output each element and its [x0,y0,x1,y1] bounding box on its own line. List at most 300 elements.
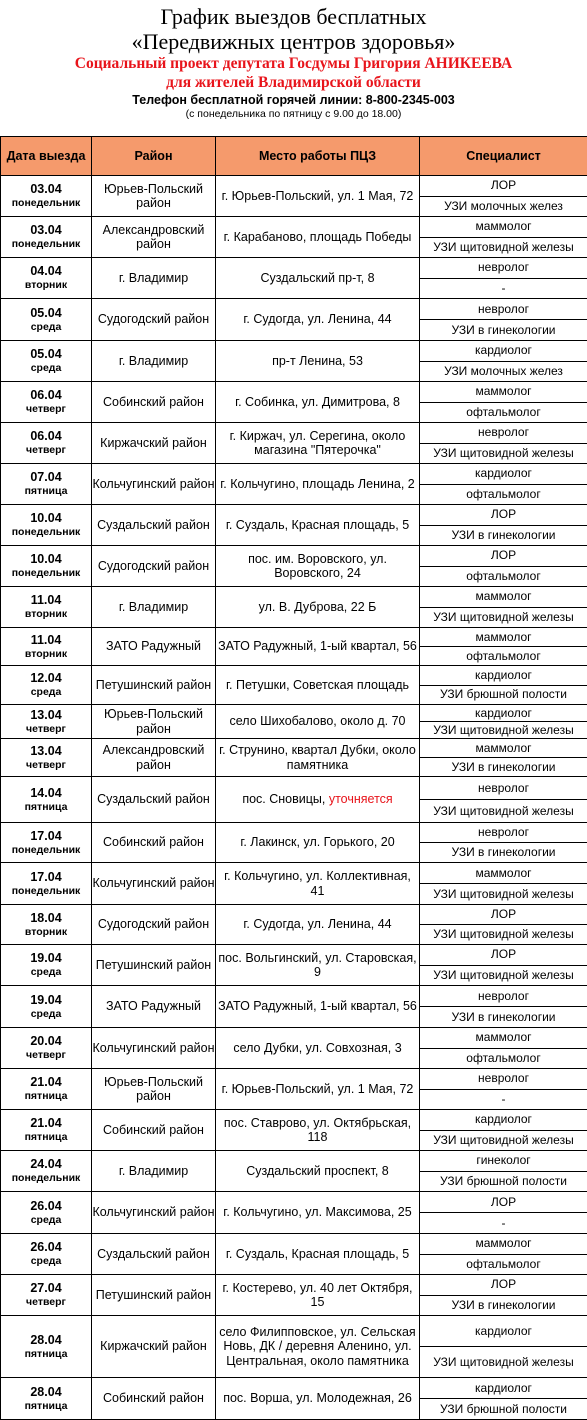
table-row [1,299,587,341]
cell-date [1,464,92,505]
cell-place [216,382,420,423]
cell-place [216,341,420,382]
cell-date [1,341,92,382]
cell-date [1,777,92,823]
cell-specialists [420,1028,587,1069]
cell-specialists [420,546,587,587]
table-row [1,217,587,258]
cell-place [216,464,420,505]
cell-specialists [420,1378,587,1420]
table-row [1,628,587,666]
cell-district: ЗАТО Радужный [92,628,216,666]
specialist-item: УЗИ щитовидной железы [420,1346,587,1377]
date-value: 11.04 [1,633,91,647]
place-value: г. Суздаль, Красная площадь, 5 [226,1247,409,1261]
specialist-item: ЛОР [420,1192,587,1212]
cell-date [1,739,92,777]
table-row [1,176,587,217]
cell-district: Петушинский район [92,666,216,705]
place-value: пос. Сновицы, [242,792,325,806]
weekday-value: вторник [1,647,91,661]
cell-place [216,666,420,705]
date-value: 20.04 [1,1034,91,1048]
cell-place [216,299,420,341]
cell-place [216,1275,420,1316]
cell-specialists [420,341,587,382]
cell-specialists [420,464,587,505]
specialist-item: маммолог [420,1234,587,1254]
weekday-value: четверг [1,1048,91,1062]
specialist-item: УЗИ в гинекологии [420,525,587,546]
cell-specialists [420,505,587,546]
specialist-item: невролог [420,986,587,1006]
cell-specialists [420,423,587,464]
cell-date [1,258,92,299]
project-line: Социальный проект депутата Госдумы Григория АНИКЕЕВА [0,54,587,73]
cell-place [216,777,420,823]
weekday-value: понедельник [1,884,91,898]
cell-district: Петушинский район [92,945,216,986]
specialist-item: УЗИ щитовидной железы [420,965,587,986]
specialist-item: маммолог [420,628,587,646]
table-row [1,1028,587,1069]
cell-date [1,1234,92,1275]
cell-specialists [420,587,587,628]
cell-district: Александровский район [92,217,216,258]
cell-date [1,1069,92,1110]
place-value: ЗАТО Радужный, 1-ый квартал, 56 [218,639,417,653]
date-value: 06.04 [1,429,91,443]
weekday-value: пятница [1,484,91,498]
weekday-value: понедельник [1,525,91,539]
column-header-specialist: Специалист [420,137,587,176]
specialist-item: кардиолог [420,1316,587,1346]
table-row [1,464,587,505]
document-header [0,0,587,136]
cell-specialists [420,382,587,423]
cell-specialists [420,217,587,258]
specialist-item: офтальмолог [420,402,587,423]
specialist-item: УЗИ щитовидной железы [420,443,587,464]
table-row [1,341,587,382]
weekday-value: четверг [1,758,91,772]
place-value: г. Судогда, ул. Ленина, 44 [243,917,391,931]
cell-date [1,823,92,863]
cell-specialists [420,1275,587,1316]
place-value: г. Судогда, ул. Ленина, 44 [243,312,391,326]
cell-date [1,1275,92,1316]
date-value: 24.04 [1,1157,91,1171]
date-value: 18.04 [1,911,91,925]
cell-date [1,1316,92,1378]
specialist-item: ЛОР [420,1275,587,1295]
place-value: Суздальский проспект, 8 [246,1164,388,1178]
cell-district: Судогодский район [92,299,216,341]
cell-place [216,863,420,905]
specialist-item: УЗИ в гинекологии [420,1295,587,1316]
table-row [1,382,587,423]
date-value: 03.04 [1,223,91,237]
specialist-item: УЗИ щитовидной железы [420,237,587,258]
cell-district: Кольчугинский район [92,1028,216,1069]
specialist-item: маммолог [420,217,587,237]
title-line-2: «Передвижных центров здоровья» [0,29,587,54]
specialist-item: кардиолог [420,666,587,685]
cell-specialists [420,299,587,341]
schedule-body [1,176,587,1420]
cell-district: Судогодский район [92,546,216,587]
date-value: 04.04 [1,264,91,278]
weekday-value: среда [1,1254,91,1268]
cell-specialists [420,1192,587,1234]
cell-district: Собинский район [92,823,216,863]
cell-date [1,1378,92,1420]
date-value: 10.04 [1,511,91,525]
cell-specialists [420,945,587,986]
specialist-item: маммолог [420,863,587,883]
place-value: г. Суздаль, Красная площадь, 5 [226,518,409,532]
weekday-value: среда [1,685,91,699]
weekday-value: понедельник [1,566,91,580]
cell-place [216,217,420,258]
cell-specialists [420,823,587,863]
specialist-item: офтальмолог [420,484,587,505]
specialist-item: кардиолог [420,464,587,484]
place-value: г. Кольчугино, ул. Коллективная, 41 [224,869,411,898]
date-value: 07.04 [1,470,91,484]
specialist-item: УЗИ щитовидной железы [420,883,587,904]
cell-date [1,628,92,666]
weekday-value: четверг [1,1295,91,1309]
weekday-value: пятница [1,800,91,814]
cell-district: Суздальский район [92,1234,216,1275]
specialist-item: УЗИ молочных желез [420,196,587,217]
hotline-hours: (с понедельника по пятницу с 9.00 до 18.00) [0,108,587,121]
specialist-item: - [420,1089,587,1110]
place-value: Суздальский пр-т, 8 [260,271,374,285]
cell-date [1,587,92,628]
cell-specialists [420,628,587,666]
cell-place [216,258,420,299]
cell-district: Суздальский район [92,505,216,546]
specialist-item: - [420,278,587,299]
specialist-item: ЛОР [420,945,587,965]
cell-district: Суздальский район [92,777,216,823]
cell-date [1,1110,92,1151]
date-value: 17.04 [1,870,91,884]
cell-place [216,1069,420,1110]
specialist-item: УЗИ брюшной полости [420,685,587,705]
cell-place [216,705,420,739]
specialist-item: УЗИ щитовидной железы [420,799,587,822]
table-row [1,423,587,464]
specialist-item: УЗИ в гинекологии [420,757,587,776]
hotline-phone: Телефон бесплатной горячей линии: 8-800-2345-003 [0,93,587,108]
date-value: 14.04 [1,786,91,800]
cell-district: Собинский район [92,382,216,423]
weekday-value: понедельник [1,1171,91,1185]
place-value: село Филипповское, ул. Сельская Новь, ДК / деревня Аленино, ул. Центральная, около памятника [219,1325,415,1368]
weekday-value: среда [1,361,91,375]
table-row [1,777,587,823]
weekday-value: среда [1,965,91,979]
cell-date [1,176,92,217]
specialist-item: УЗИ щитовидной железы [420,607,587,628]
table-row [1,905,587,945]
place-value: г. Собинка, ул. Димитрова, 8 [235,395,400,409]
cell-place [216,1234,420,1275]
cell-specialists [420,1151,587,1192]
weekday-value: пятница [1,1089,91,1103]
weekday-value: пятница [1,1399,91,1413]
date-value: 19.04 [1,951,91,965]
place-value: г. Струнино, квартал Дубки, около памятника [219,743,416,772]
cell-specialists [420,258,587,299]
cell-district: Кольчугинский район [92,464,216,505]
table-row [1,587,587,628]
cell-district: Собинский район [92,1378,216,1420]
cell-specialists [420,1234,587,1275]
specialist-item: невролог [420,777,587,799]
specialist-item: кардиолог [420,341,587,361]
cell-date [1,1151,92,1192]
specialist-item: - [420,1212,587,1233]
cell-date [1,666,92,705]
place-value: г. Кольчугино, ул. Максимова, 25 [223,1205,411,1219]
cell-district: Кольчугинский район [92,1192,216,1234]
cell-specialists [420,705,587,739]
place-value: пос. Ставрово, ул. Октябрьская, 118 [224,1116,411,1145]
cell-date [1,546,92,587]
cell-place [216,587,420,628]
place-value: г. Кольчугино, площадь Ленина, 2 [220,477,414,491]
weekday-value: пятница [1,1130,91,1144]
date-value: 21.04 [1,1075,91,1089]
weekday-value: пятница [1,1347,91,1361]
cell-date [1,505,92,546]
cell-date [1,905,92,945]
weekday-value: понедельник [1,237,91,251]
weekday-value: четверг [1,722,91,736]
weekday-value: среда [1,320,91,334]
cell-place [216,905,420,945]
weekday-value: четверг [1,443,91,457]
date-value: 05.04 [1,306,91,320]
cell-specialists [420,863,587,905]
place-value: ул. В. Дуброва, 22 Б [259,600,377,614]
cell-place [216,423,420,464]
place-value: пос. им. Воровского, ул. Воровского, 24 [248,552,387,581]
date-value: 28.04 [1,1333,91,1347]
date-value: 17.04 [1,829,91,843]
specialist-item: маммолог [420,739,587,757]
cell-district: Киржачский район [92,1316,216,1378]
specialist-item: УЗИ щитовидной железы [420,1130,587,1151]
cell-specialists [420,777,587,823]
specialist-item: невролог [420,258,587,278]
date-value: 28.04 [1,1385,91,1399]
date-value: 11.04 [1,593,91,607]
specialist-item: УЗИ в гинекологии [420,319,587,340]
specialist-item: невролог [420,1069,587,1089]
date-value: 19.04 [1,993,91,1007]
date-value: 26.04 [1,1240,91,1254]
cell-specialists [420,176,587,217]
cell-specialists [420,1316,587,1378]
specialist-item: УЗИ в гинекологии [420,842,587,862]
specialist-item: офтальмолог [420,566,587,587]
cell-date [1,945,92,986]
specialist-item: маммолог [420,587,587,607]
cell-district: Юрьев-Польский район [92,705,216,739]
cell-place [216,986,420,1028]
cell-specialists [420,666,587,705]
table-row [1,1378,587,1420]
cell-district: Александровский район [92,739,216,777]
date-value: 10.04 [1,552,91,566]
table-row [1,705,587,739]
cell-place [216,945,420,986]
specialist-item: УЗИ щитовидной железы [420,924,587,944]
date-value: 13.04 [1,744,91,758]
specialist-item: офтальмолог [420,1048,587,1069]
specialist-item: ЛОР [420,546,587,566]
place-value: г. Костерево, ул. 40 лет Октября, 15 [223,1281,413,1310]
cell-place [216,176,420,217]
place-note: уточняется [329,792,393,806]
specialist-item: УЗИ щитовидной железы [420,721,587,738]
cell-district: г. Владимир [92,1151,216,1192]
table-row [1,258,587,299]
cell-specialists [420,1110,587,1151]
cell-place [216,1151,420,1192]
specialist-item: маммолог [420,382,587,402]
place-value: пр-т Ленина, 53 [272,354,363,368]
table-row [1,546,587,587]
weekday-value: понедельник [1,196,91,210]
specialist-item: невролог [420,299,587,319]
specialist-item: маммолог [420,1028,587,1048]
table-header-row [1,137,587,176]
weekday-value: вторник [1,278,91,292]
title-line-1: График выездов бесплатных [0,0,587,29]
table-row [1,505,587,546]
place-value: г. Петушки, Советская площадь [226,678,409,692]
cell-place [216,1192,420,1234]
place-value: г. Лакинск, ул. Горького, 20 [240,835,394,849]
date-value: 03.04 [1,182,91,196]
weekday-value: вторник [1,925,91,939]
cell-date [1,423,92,464]
cell-place [216,505,420,546]
table-row [1,666,587,705]
place-value: ЗАТО Радужный, 1-ый квартал, 56 [218,999,417,1013]
cell-specialists [420,1069,587,1110]
cell-place [216,1028,420,1069]
cell-date [1,986,92,1028]
place-value: г. Карабаново, площадь Победы [224,230,412,244]
table-row [1,1151,587,1192]
specialist-item: ЛОР [420,176,587,196]
cell-place [216,1110,420,1151]
cell-district: Юрьев-Польский район [92,176,216,217]
specialist-item: кардиолог [420,1110,587,1130]
specialist-item: УЗИ молочных желез [420,361,587,382]
specialist-item: ЛОР [420,905,587,924]
column-header-date: Дата выезда [1,137,92,176]
table-row [1,1110,587,1151]
table-row [1,1192,587,1234]
place-value: село Шихобалово, около д. 70 [230,714,406,728]
cell-place [216,628,420,666]
column-header-place: Место работы ПЦЗ [216,137,420,176]
cell-district: г. Владимир [92,341,216,382]
cell-place [216,739,420,777]
place-value: пос. Вольгинский, ул. Старовская, 9 [218,951,416,980]
specialist-item: кардиолог [420,705,587,721]
cell-specialists [420,986,587,1028]
cell-district: Кольчугинский район [92,863,216,905]
weekday-value: среда [1,1213,91,1227]
table-row [1,863,587,905]
weekday-value: четверг [1,402,91,416]
date-value: 12.04 [1,671,91,685]
date-value: 06.04 [1,388,91,402]
cell-date [1,1028,92,1069]
cell-date [1,863,92,905]
cell-district: г. Владимир [92,587,216,628]
table-row [1,739,587,777]
cell-place [216,1378,420,1420]
weekday-value: вторник [1,607,91,621]
specialist-item: невролог [420,823,587,842]
cell-specialists [420,905,587,945]
specialist-item: УЗИ в гинекологии [420,1006,587,1027]
cell-specialists [420,739,587,777]
place-value: г. Киржач, ул. Серегина, около магазина "Пятерочка" [230,429,406,458]
date-value: 05.04 [1,347,91,361]
table-row [1,823,587,863]
cell-date [1,1192,92,1234]
specialist-item: УЗИ брюшной полости [420,1398,587,1419]
cell-date [1,382,92,423]
place-value: г. Юрьев-Польский, ул. 1 Мая, 72 [222,189,414,203]
table-row [1,1316,587,1378]
place-value: пос. Ворша, ул. Молодежная, 26 [223,1391,412,1405]
cell-date [1,217,92,258]
weekday-value: понедельник [1,843,91,857]
weekday-value: среда [1,1007,91,1021]
place-value: село Дубки, ул. Совхозная, 3 [233,1041,401,1055]
date-value: 26.04 [1,1199,91,1213]
date-value: 27.04 [1,1281,91,1295]
cell-district: ЗАТО Радужный [92,986,216,1028]
date-value: 21.04 [1,1116,91,1130]
cell-date [1,705,92,739]
cell-place [216,1316,420,1378]
specialist-item: гинеколог [420,1151,587,1171]
date-value: 13.04 [1,708,91,722]
table-row [1,986,587,1028]
column-header-district: Район [92,137,216,176]
cell-place [216,823,420,863]
specialist-item: УЗИ брюшной полости [420,1171,587,1192]
cell-place [216,546,420,587]
cell-district: Собинский район [92,1110,216,1151]
cell-district: Петушинский район [92,1275,216,1316]
specialist-item: кардиолог [420,1378,587,1398]
cell-district: Киржачский район [92,423,216,464]
